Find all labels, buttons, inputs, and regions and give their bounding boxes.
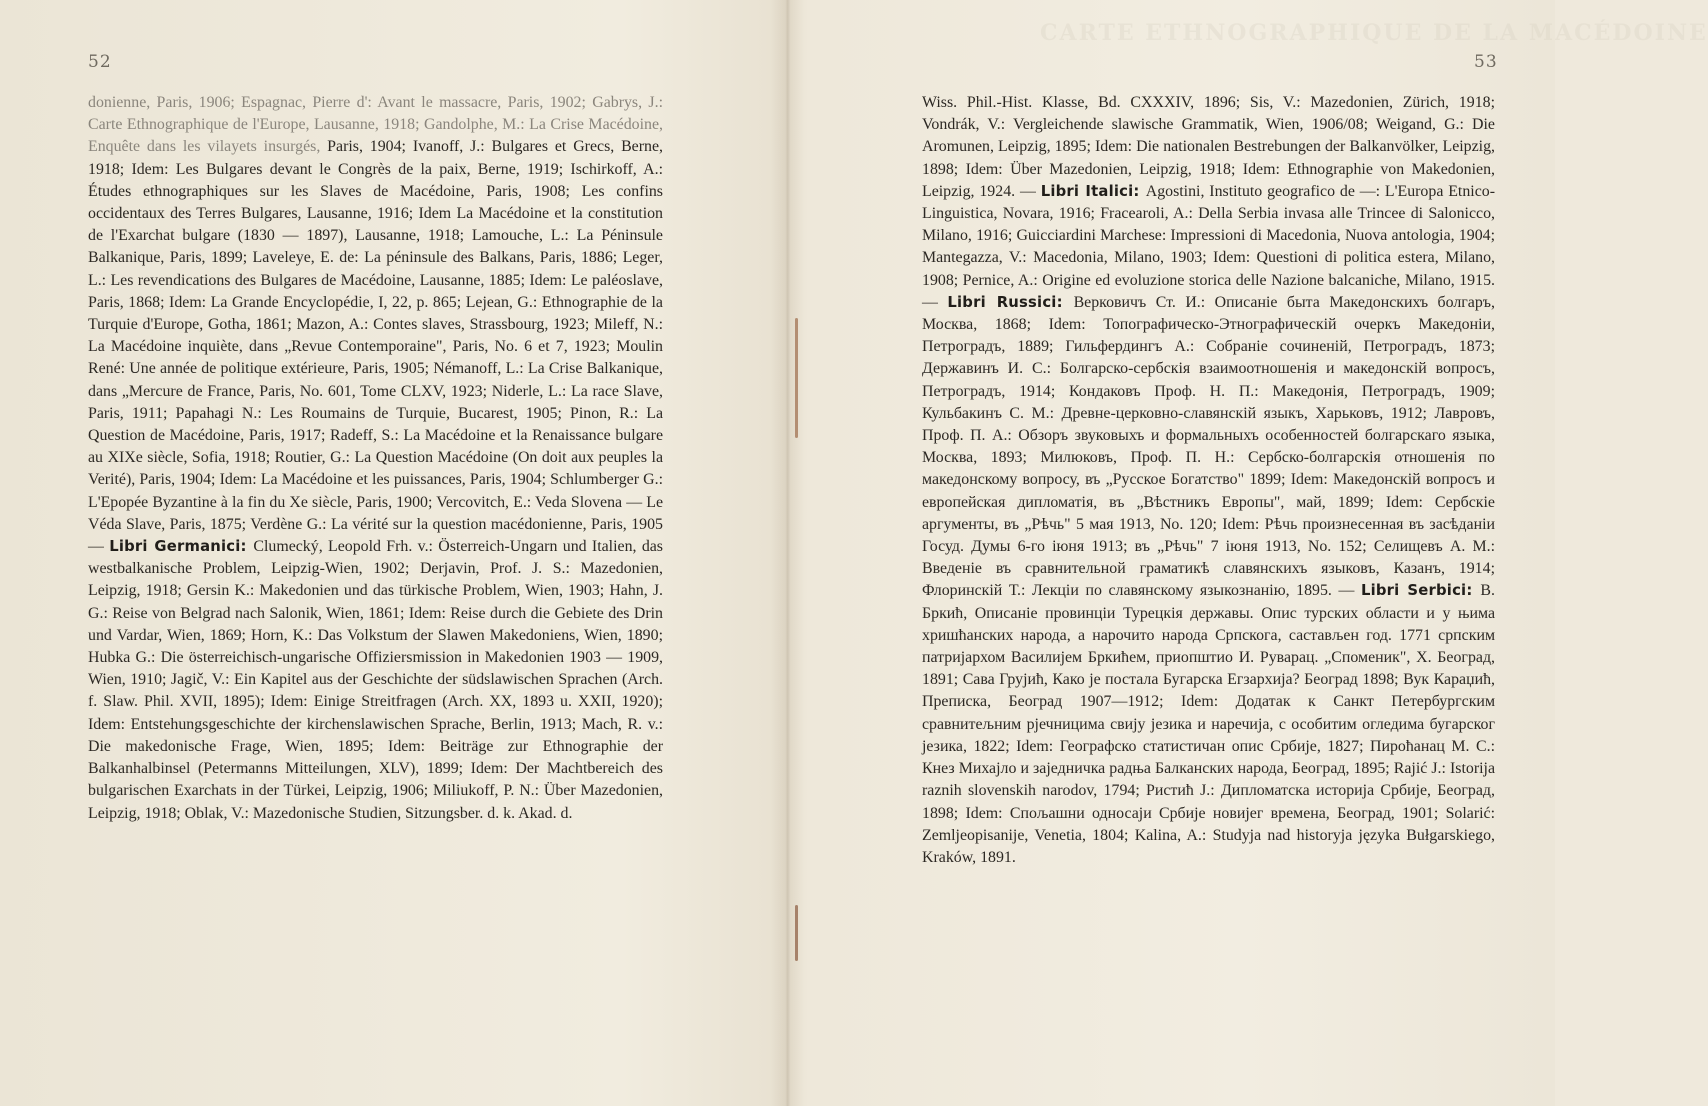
section-heading-serbici: Libri Serbici:	[1360, 582, 1481, 600]
book-gutter	[770, 0, 804, 1106]
bibliography-text: Верковичъ Ст. И.: Описаніе быта Македонскихъ болгаръ, Москва, 1868; Idem: Топографическо-Этнографическій очеркъ Македоніи, Петроградъ, 1889; Гильфердингъ А.: Собраніе сочиненій, Петроградъ, 1873; Державинъ И. С.: Болгарско-сербскія взаимоотношенія и македонскій вопросъ, Петроградъ, 1914; Кондаковъ Проф. Н. П.: Македонія, Петроградъ, 1909; Кульбакинъ С. М.: Древне-церковно-славянскій языкъ, Харьковъ, 1912; Лавровъ, Проф. П. А.: Обзоръ звуковыхъ и формальныхъ особенностей болгарскаго языка, Москва, 1893; Милюковъ, Проф. П. Н.: Сербско-болгарскія отношенія по македонскому вопросу, въ „Русское Богатство" 1899; Idem: Македонскій вопросъ и европейская дипломатія, въ „Вѣстникъ Европы", май, 1899; Idem: Сербскіе аргументы, въ „Рѣчь" 5 мая 1913, No. 120; Idem: Рѣчь произнесенная въ засѣданіи Госуд. Думы 6-го іюня 1913; въ „Рѣчь" 7 іюня 1913, No. 152; Селищевъ А. М.: Введеніе въ сравнительной граматикѣ славянскихъ языковъ, Казанъ, 1914; Флоринскій Т.: Лекціи по славянскому языкознанію, 1895. —	[922, 293, 1495, 600]
bibliography-text: Clumecký, Leopold Frh. v.: Österreich-Ungarn und Italien, das westbalkanische Problem, Leipzig-Wien, 1902; Derjavin, Prof. J. S.: Mazedonien, Leipzig, 1918; Gersin K.: Makedonien und das türkische Problem, Wien, 1903; Hahn, J. G.: Reise von Belgrad nach Salonik, Wien, 1861; Idem: Reise durch die Gebiete des Drin und Vardar, Wien, 1869; Horn, K.: Das Volkstum der Slawen Makedoniens, Wien, 1890; Hubka G.: Die österreichisch-ungarische Offiziersmission in Makedonien 1903 — 1909, Wien, 1910; Jagič, V.: Ein Kapitel aus der Geschichte der südslawischen Sprachen (Arch. f. Slaw. Phil. XVII, 1895); Idem: Einige Streitfragen (Arch. XX, 1893 u. XXII, 1920); Idem: Entstehungsgeschichte der kirchenslawischen Sprache, Berlin, 1913; Mach, R. v.: Die makedonische Frage, Wien, 1895; Idem: Beiträge zur Ethnographie der Balkanhalbinsel (Petermanns Mitteilungen, XLV), 1899; Idem: Der Machtbereich des bulgarischen Exarchats in der Türkei, Leipzig, 1906; Miliukoff, P. N.: Über Mazedonien, Leipzig, 1918; Oblak, V.: Mazedonische Studien, Sitzungsber. d. k. Akad. d.	[88, 538, 663, 822]
bibliography-text: Paris, 1904; Ivanoff, J.: Bulgares et Grecs, Berne, 1918; Idem: Les Bulgares devant le Congrès de la paix, Berne, 1919; Ischirkoff, A.: Études ethnographiques sur les Slaves de Macédoine, Paris, 1908; Les confins occidentaux des Terres Bulgares, Lausanne, 1916; Idem La Macédoine et la constitution de l'Exarchat bulgare (1830 — 1897), Lausanne, 1918; Lamouche, L.: La Péninsule Balkanique, Paris, 1899; Laveleye, E. de: La péninsule des Balkans, Paris, 1886; Leger, L.: Les revendications des Bulgares de Macédoine, Lausanne, 1885; Idem: Le paléoslave, Paris, 1868; Idem: La Grande Encyclopédie, I, 22, p. 865; Lejean, G.: Ethnographie de la Turquie d'Europe, Gotha, 1861; Mazon, A.: Contes slaves, Strassbourg, 1923; Mileff, N.: La Macédoine inquiète, dans „Revue Contemporaine", Paris, No. 6 et 7, 1923; Moulin René: Une année de politique extérieure, Paris, 1905; Némanoff, L.: La Crise Balkanique, dans „Mercure de France, Paris, No. 601, Tome CLXV, 1923; Niderle, L.: La race Slave, Paris, 1911; Papahagi N.: Les Roumains de Turquie, Bucarest, 1905; Pinon, R.: La Question de Macédoine, Paris, 1917; Radeff, S.: La Macédoine et la Renaissance bulgare au XIXe siècle, Sofia, 1918; Routier, G.: La Question Macédoine (On doit aux peuples la Verité), Paris, 1904; Idem: La Macédoine et les puissances, Paris, 1904; Schlumberger G.: L'Epopée Byzantine à la fin du Xe siècle, Paris, 1900; Vercovitch, E.: Veda Slovena — Le Véda Slave, Paris, 1875; Verdène G.: La vérité sur la question macédonienne, Paris, 1905 —	[88, 138, 663, 556]
section-heading-italici: Libri Italici:	[1040, 182, 1146, 200]
page-number-left: 52	[88, 52, 112, 72]
binding-thread	[795, 318, 798, 438]
bleed-through-text: CARTE ETHNOGRAPHIQUE DE LA MACÉDOINE	[1040, 20, 1708, 46]
binding-thread	[795, 905, 798, 961]
right-page-text	[922, 92, 1495, 869]
bibliography-text: Wiss. Phil.-Hist. Klasse, Bd. CXXXIV, 1896; Sis, V.: Mazedonien, Zürich, 1918; Vondrák, V.: Vergleichende slawische Grammatik, Wien, 1906/08; Weigand, G.: Die Aromunen, Leipzig, 1895; Idem: Die nationalen Bestrebungen der Balkanvölker, Leipzig, 1898; Idem: Über Mazedonien, Leipzig, 1918; Idem: Ethnographie von Makedonien, Leipzig, 1924. —	[922, 94, 1495, 200]
bibliography-text: Agostini, Instituto geografico de —: L'Europa Etnico-Linguistica, Novara, 1916; Fracearoli, A.: Della Serbia invasa alle Trincee di Salonicco, Milano, 1916; Guicciardini Marchese: Impressioni di Macedonia, Nuova antologia, 1904; Mantegazza, V.: Macedonia, Milano, 1903; Idem: Questioni di politica estera, Milano, 1908; Pernice, A.: Origine ed evoluzione storica delle Nazione balcaniche, Milano, 1915. —	[922, 182, 1495, 311]
bibliography-text: В. Бркић, Описаніе провинціи Турецкія державы. Опис турских области и у њима хришћанских народа, а нарочито народа Српскога, састављен год. 1771 српским патријархом Василијем Бркићем, приопштио И. Руварац. „Споменик", Х. Београд, 1891; Сава Грујић, Како је постала Бугарска Егзархија? Београд 1898; Вук Караџић, Преписка, Београд 1907—1912; Idem: Додатак к Санкт Петербургским сравнитељним рјечницима свију језика и наречија, с особитим огледима бугарског језика, 1822; Idem: Географско статистичан опис Србије, 1827; Пироћанац М. С.: Кнез Михајло и заједничка радња Балканских народа, Београд, 1895; Rajić J.: Istorija raznih slovenskih narodov, 1794; Ристић Ј.: Дипломатска историја Србије, Београд, 1898; Idem: Спољашни односаји Србије новијег времена, Београд, 1901; Solarić: Zemljeopisanije, Venetia, 1804; Kalina, A.: Studyja nad historyja języka Bułgarskiego, Kraków, 1891.	[922, 582, 1495, 866]
section-heading-germanici: Libri Germanici:	[109, 538, 254, 556]
left-page-text	[88, 92, 663, 825]
page-number-right: 53	[1474, 52, 1498, 72]
section-heading-russici: Libri Russici:	[947, 293, 1074, 311]
bibliography-text: donienne, Paris, 1906; Espagnac, Pierre d': Avant le massacre, Paris, 1902; Gabrys, J.: Carte Ethnographique de l'Europe, Lausanne, 1918; Gandolphe, M.: La Crise Macédoine, Enquête dans les vilayets insurgés,	[88, 94, 663, 156]
